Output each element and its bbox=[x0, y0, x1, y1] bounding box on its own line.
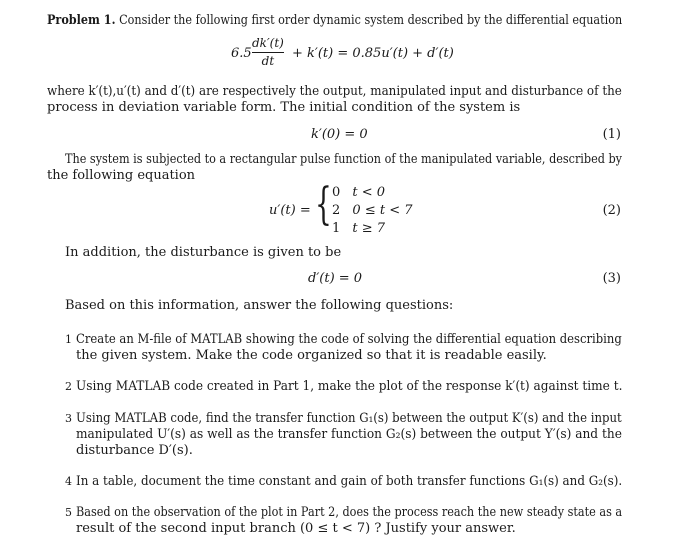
question-line: In a table, document the time constant and gain of both transfer functions G₁(s) and G₂(s). bbox=[76, 474, 623, 489]
case-value: 2 bbox=[332, 203, 341, 218]
pulse-line-2: the following equation bbox=[47, 168, 196, 183]
case-condition: 0 ≤ t < 7 bbox=[352, 203, 413, 218]
eq3-number: (3) bbox=[602, 271, 621, 286]
case-value: 1 bbox=[332, 221, 341, 236]
pulse-line-1: The system is subjected to a rectangular pulse function of the manipulated variable, described by bbox=[65, 152, 623, 167]
questions-intro: Based on this information, answer the following questions: bbox=[65, 298, 454, 313]
case-condition: t ≥ 7 bbox=[352, 221, 386, 236]
case-value: 0 bbox=[332, 185, 341, 200]
eq2-number: (2) bbox=[602, 203, 621, 218]
eq-main-numerator: dk′(t) bbox=[252, 36, 284, 50]
eq2-case-row bbox=[332, 203, 413, 219]
question-line: disturbance D′(s). bbox=[76, 443, 193, 458]
question-number: 2 bbox=[65, 380, 72, 393]
question-line: result of the second input branch (0 ≤ t < 7) ? Justify your answer. bbox=[76, 521, 516, 536]
question-line: manipulated U′(s) as well as the transfer function G₂(s) between the output Y′(s) and the bbox=[76, 427, 622, 442]
eq-main-fraction bbox=[252, 37, 284, 68]
question-number: 5 bbox=[65, 506, 72, 519]
eq-main-coef: 6.5 bbox=[231, 46, 252, 61]
eq2-case-row bbox=[332, 221, 385, 237]
eq2-brace: { bbox=[315, 179, 332, 230]
case-condition: t < 0 bbox=[352, 185, 386, 200]
question-line: Using MATLAB code created in Part 1, make the plot of the response k′(t) against time t. bbox=[76, 379, 623, 394]
eq-main-rest: + k′(t) = 0.85u′(t) + d′(t) bbox=[292, 46, 454, 61]
question-number: 4 bbox=[65, 475, 72, 488]
eq3-text: d′(t) = 0 bbox=[308, 271, 363, 286]
eq1-text: k′(0) = 0 bbox=[311, 127, 368, 142]
eq2-case-row bbox=[332, 185, 385, 201]
where-line-2: process in deviation variable form. The initial condition of the system is bbox=[47, 100, 521, 115]
problem-header bbox=[47, 13, 622, 29]
question-line: Create an M-file of MATLAB showing the code of solving the differential equation describing bbox=[76, 332, 622, 347]
problem-label: Problem 1. bbox=[47, 13, 116, 28]
question-number: 1 bbox=[65, 333, 72, 346]
fraction-bar bbox=[252, 52, 284, 53]
disturbance-text: In addition, the disturbance is given to be bbox=[65, 245, 342, 260]
eq-main-denominator: dt bbox=[261, 54, 275, 68]
question-line: Based on the observation of the plot in Part 2, does the process reach the new steady state as a bbox=[76, 505, 623, 520]
eq2-lhs: u′(t) = bbox=[269, 203, 311, 218]
where-line-1: where k′(t),u′(t) and d′(t) are respectively the output, manipulated input and disturbance of the bbox=[47, 84, 622, 99]
question-line: the given system. Make the code organized so that it is readable easily. bbox=[76, 348, 547, 363]
question-line: Using MATLAB code, find the transfer function G₁(s) between the output K′(s) and the input bbox=[76, 411, 622, 426]
eq1-number: (1) bbox=[602, 127, 621, 142]
question-number: 3 bbox=[65, 412, 72, 425]
problem-intro: Consider the following first order dynamic system described by the differential equation bbox=[119, 13, 623, 28]
